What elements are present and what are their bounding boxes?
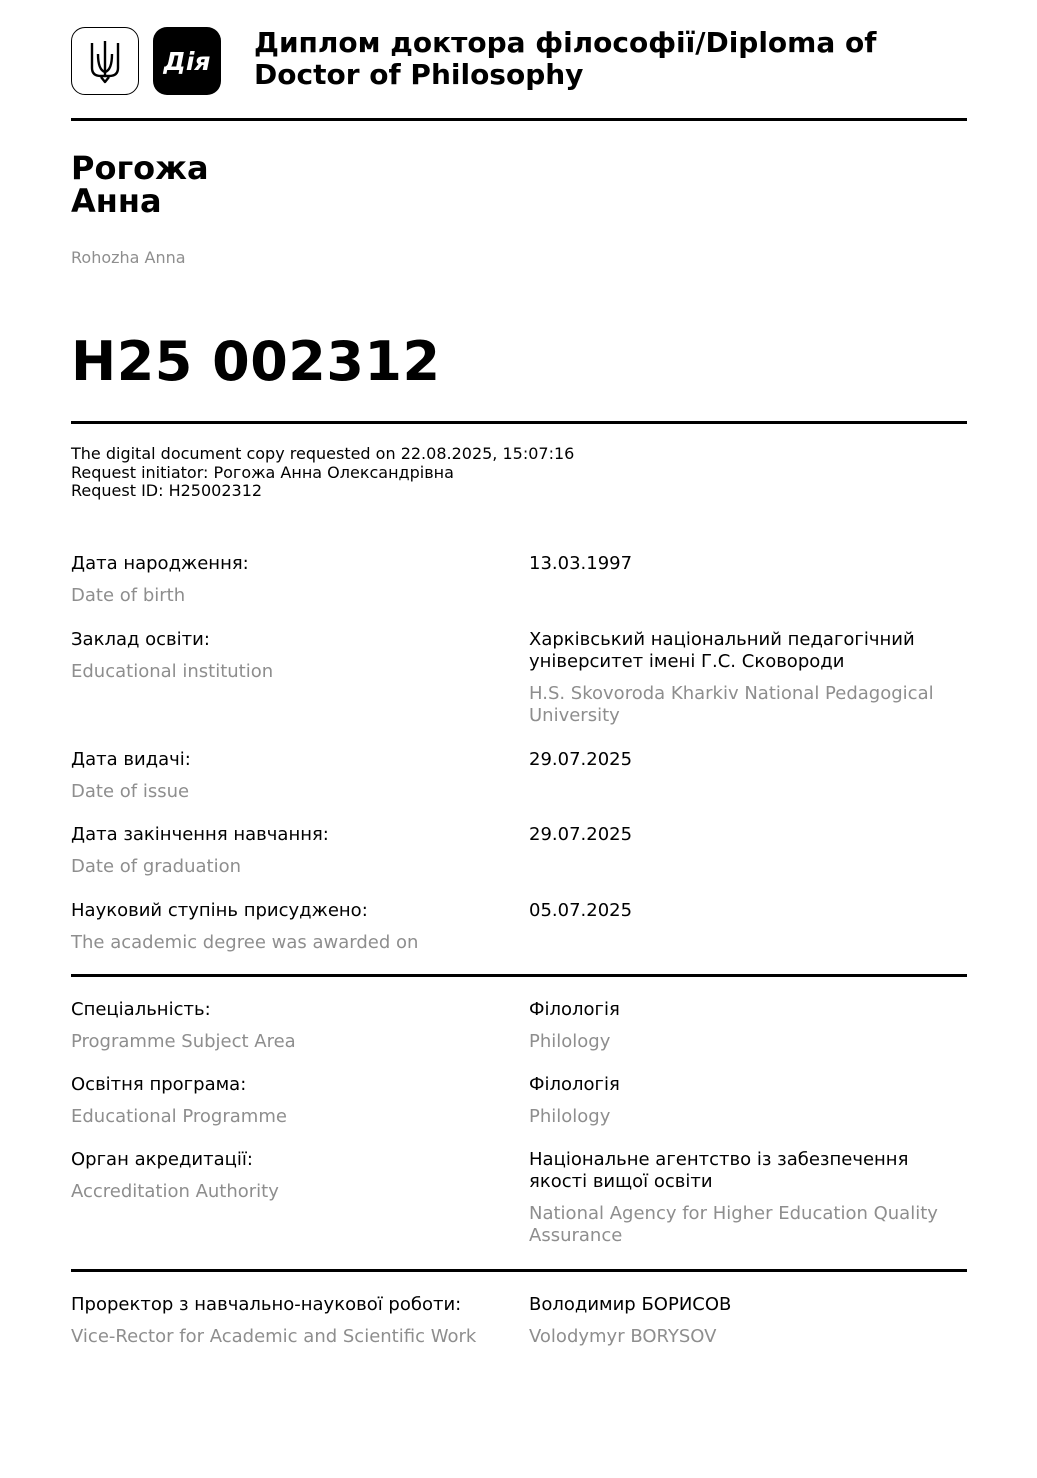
diia-logo [153, 27, 221, 95]
holder-name-en: Rohozha Anna [71, 248, 186, 267]
field-value: 13.03.1997 [529, 553, 633, 574]
divider [71, 974, 967, 977]
field-label-ua: Освітня програма: [71, 1074, 247, 1095]
field-value-en: H.S. Skovoroda Kharkiv National Pedagogical University [529, 683, 934, 726]
field-value-en: National Agency for Higher Education Quality Assurance [529, 1203, 938, 1246]
trident-logo-icon [71, 27, 139, 95]
trident-icon [88, 38, 122, 84]
field-label-ua: Заклад освіти: [71, 629, 210, 650]
field-label-ua: Орган акредитації: [71, 1149, 253, 1170]
diia-logo-text: Дія [163, 46, 211, 76]
field-value: 29.07.2025 [529, 824, 633, 845]
document-number: H25 002312 [71, 330, 441, 393]
field-label-ua: Дата народження: [71, 553, 249, 574]
field-value: 05.07.2025 [529, 900, 633, 921]
field-value-ua: Харківський національний педагогічний університет імені Г.С. Сковороди [529, 629, 915, 672]
request-id: Request ID: H25002312 [71, 481, 263, 500]
field-value-ua: Національне агентство із забезпечення якості вищої освіти [529, 1149, 909, 1192]
field-label-en: Date of issue [71, 781, 190, 802]
field-label-ua: Проректор з навчально-наукової роботи: [71, 1294, 462, 1315]
holder-name-ua [71, 149, 209, 220]
field-label-en: Programme Subject Area [71, 1031, 296, 1052]
divider [71, 421, 967, 424]
field-label-en: The academic degree was awarded on [71, 932, 419, 953]
field-value: 29.07.2025 [529, 749, 633, 770]
field-label-ua: Спеціальність: [71, 999, 211, 1020]
field-value-ua: Філологія [529, 1074, 620, 1095]
field-label-en: Accreditation Authority [71, 1181, 279, 1202]
field-label-en: Date of birth [71, 585, 186, 606]
field-value-ua: Володимир БОРИСОВ [529, 1294, 732, 1315]
field-label-ua: Дата видачі: [71, 749, 191, 770]
field-label-ua: Науковий ступінь присуджено: [71, 900, 368, 921]
field-value-ua: Філологія [529, 999, 620, 1020]
field-value-en: Philology [529, 1106, 611, 1127]
divider [71, 118, 967, 121]
document-header [71, 27, 967, 97]
request-initiator: Request initiator: Рогожа Анна Олександрівна [71, 462, 454, 482]
field-label-en: Educational institution [71, 661, 274, 682]
document-title: Диплом доктора філософії/Diploma of Doctor of Philosophy [254, 26, 877, 91]
field-label-en: Vice-Rector for Academic and Scientific Work [71, 1326, 477, 1347]
field-value-en: Volodymyr BORYSOV [529, 1326, 717, 1347]
field-value-en: Philology [529, 1031, 611, 1052]
field-label-ua: Дата закінчення навчання: [71, 824, 329, 845]
holder-surname-ua: Рогожа [71, 149, 209, 187]
field-label-en: Educational Programme [71, 1106, 287, 1127]
holder-given-name-ua: Анна [71, 182, 162, 220]
request-info [71, 445, 574, 501]
divider [71, 1269, 967, 1272]
field-label-en: Date of graduation [71, 856, 242, 877]
request-date: The digital document copy requested on 22.08.2025, 15:07:16 [71, 444, 575, 463]
